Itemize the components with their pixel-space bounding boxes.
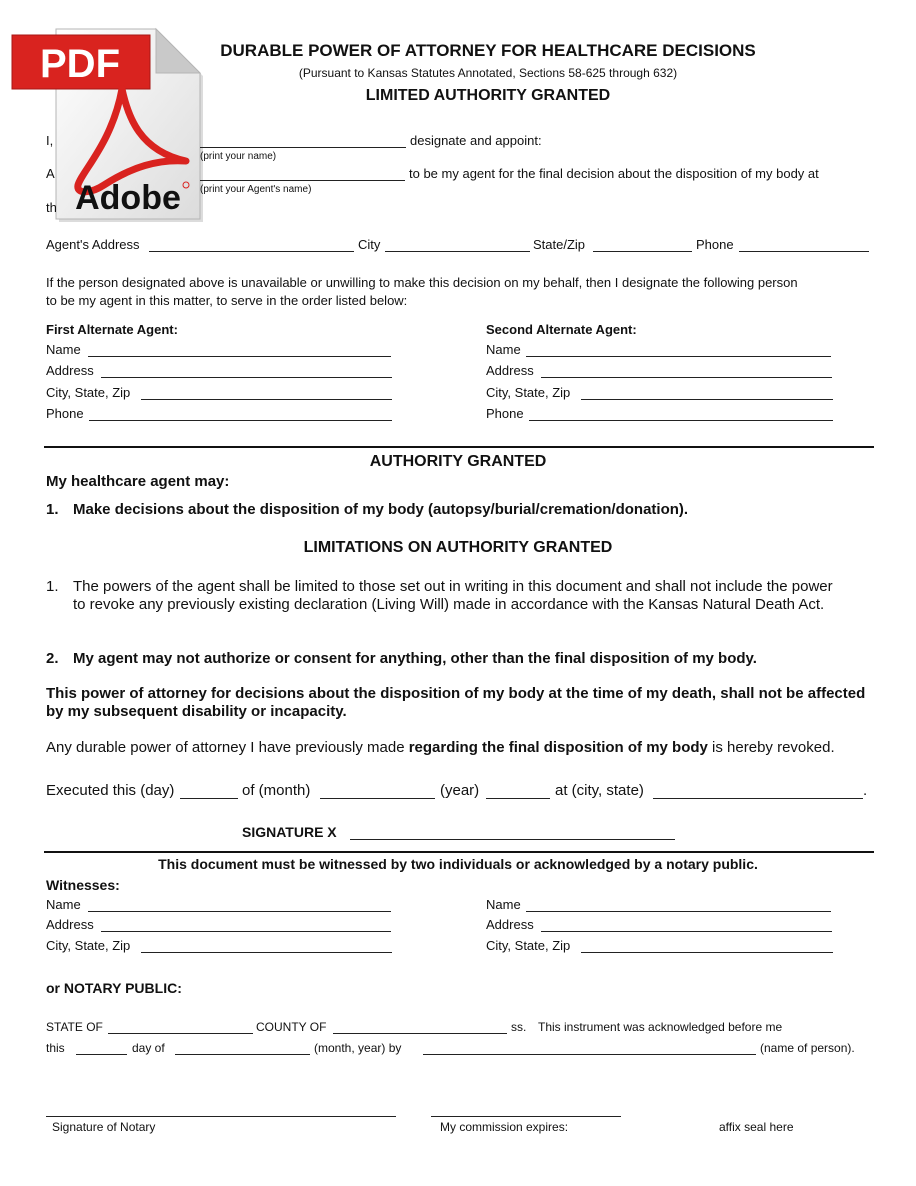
first-alt-address-label: Address bbox=[46, 363, 94, 378]
first-alt-city-line[interactable] bbox=[141, 399, 392, 400]
authority-intro: My healthcare agent may: bbox=[46, 473, 230, 490]
executed-month-label: of (month) bbox=[242, 782, 311, 799]
executed-month-line[interactable] bbox=[320, 798, 435, 799]
authority-item1-num: 1. bbox=[46, 501, 59, 518]
document-title: DURABLE POWER OF ATTORNEY FOR HEALTHCARE DECISIONS bbox=[220, 41, 756, 60]
limitations-item2: My agent may not authorize or consent for anything, other than the final disposition of my body. bbox=[73, 650, 757, 667]
signature-line[interactable] bbox=[350, 839, 675, 840]
label-i: I, bbox=[46, 133, 54, 148]
notary-month-year-label: (month, year) by bbox=[314, 1041, 402, 1055]
pdf-badge-text: PDF bbox=[40, 42, 120, 86]
label-agent-address: Agent's Address bbox=[46, 237, 140, 252]
witness2-city-label: City, State, Zip bbox=[486, 938, 571, 953]
notary-county-line[interactable] bbox=[333, 1033, 507, 1034]
print-agent-hint: (print your Agent's name) bbox=[200, 184, 312, 195]
notary-day-of-label: day of bbox=[132, 1041, 165, 1055]
affix-seal-label: affix seal here bbox=[719, 1120, 794, 1134]
notary-ss: ss. bbox=[511, 1020, 527, 1034]
label-state-zip: State/Zip bbox=[533, 237, 586, 252]
agent-city-line[interactable] bbox=[385, 251, 530, 252]
notary-day-line[interactable] bbox=[76, 1054, 127, 1055]
document-subtitle: (Pursuant to Kansas Statutes Annotated, Sections 58-625 through 632) bbox=[298, 66, 678, 80]
second-alternate-title: Second Alternate Agent: bbox=[486, 322, 637, 337]
agent-name-line[interactable] bbox=[200, 180, 405, 181]
limitations-heading: LIMITATIONS ON AUTHORITY GRANTED bbox=[303, 539, 613, 556]
first-alt-city-label: City, State, Zip bbox=[46, 385, 131, 400]
commission-expires-line[interactable] bbox=[431, 1116, 621, 1117]
disability-statement: This power of attorney for decisions about the disposition of my body at the time of my death, shall not be affected by my subsequent disability or incapacity. bbox=[46, 685, 866, 720]
limitations-item1-num: 1. bbox=[46, 578, 59, 595]
alternate-intro-line2: to be my agent in this matter, to serve in the order listed below: bbox=[46, 293, 408, 308]
notary-ack-text: This instrument was acknowledged before me bbox=[538, 1020, 783, 1034]
second-alt-name-line[interactable] bbox=[526, 356, 831, 357]
label-line3-prefix: th bbox=[46, 200, 57, 215]
agent-phone-line[interactable] bbox=[739, 251, 869, 252]
label-agent-prefix: A bbox=[46, 166, 55, 181]
notary-person-line[interactable] bbox=[423, 1054, 756, 1055]
section-divider-top bbox=[44, 446, 874, 448]
label-phone: Phone bbox=[696, 237, 734, 252]
your-name-line[interactable] bbox=[200, 147, 406, 148]
second-alt-phone-line[interactable] bbox=[529, 420, 833, 421]
label-designate: designate and appoint: bbox=[410, 133, 542, 148]
witness2-city-line[interactable] bbox=[581, 952, 833, 953]
witness-notice: This document must be witnessed by two individuals or acknowledged by a notary public. bbox=[158, 856, 758, 872]
second-alt-name-label: Name bbox=[486, 342, 521, 357]
executed-year-label: (year) bbox=[440, 782, 480, 799]
executed-year-line[interactable] bbox=[486, 798, 550, 799]
witness2-name-line[interactable] bbox=[526, 911, 831, 912]
section-divider-bottom bbox=[44, 851, 874, 853]
witness1-name-line[interactable] bbox=[88, 911, 391, 912]
executed-city-line[interactable] bbox=[653, 798, 863, 799]
second-alt-city-line[interactable] bbox=[581, 399, 833, 400]
revoke-pre: Any durable power of attorney I have previously made bbox=[46, 739, 409, 756]
alternate-intro-line1: If the person designated above is unavailable or unwilling to make this decision on my behalf, then I designate the following person bbox=[46, 275, 798, 290]
notary-state-label: STATE OF bbox=[46, 1020, 103, 1034]
notary-this-label: this bbox=[46, 1041, 65, 1055]
notary-signature-line[interactable] bbox=[46, 1116, 396, 1117]
agent-state-line[interactable] bbox=[593, 251, 692, 252]
executed-at-label: at (city, state) bbox=[555, 782, 644, 799]
authority-item1: Make decisions about the disposition of my body (autopsy/burial/cremation/donation). bbox=[73, 501, 689, 518]
first-alt-phone-line[interactable] bbox=[89, 420, 392, 421]
agent-address-line[interactable] bbox=[149, 251, 354, 252]
first-alternate-title: First Alternate Agent: bbox=[46, 322, 178, 337]
first-alt-phone-label: Phone bbox=[46, 406, 84, 421]
adobe-brand-text: Adobe bbox=[75, 179, 181, 217]
witnesses-title: Witnesses: bbox=[46, 877, 120, 893]
witness1-name-label: Name bbox=[46, 897, 81, 912]
revoke-bold: regarding the final disposition of my body bbox=[408, 739, 708, 756]
first-alt-address-line[interactable] bbox=[101, 377, 392, 378]
revoke-statement bbox=[46, 739, 835, 756]
executed-day-line[interactable] bbox=[180, 798, 238, 799]
limitations-item2-num: 2. bbox=[46, 650, 59, 667]
label-city: City bbox=[358, 237, 381, 252]
witness1-address-line[interactable] bbox=[101, 931, 391, 932]
second-alt-address-line[interactable] bbox=[541, 377, 832, 378]
revoke-post: is hereby revoked. bbox=[707, 739, 835, 756]
limitations-item1: The powers of the agent shall be limited to those set out in writing in this document and shall not include the power to revoke any previously existing declaration (Living Will) made in accordance with the Kansas Natural Death Act. bbox=[73, 578, 833, 613]
notary-county-label: COUNTY OF bbox=[256, 1020, 327, 1034]
witness2-name-label: Name bbox=[486, 897, 521, 912]
witness2-address-line[interactable] bbox=[541, 931, 832, 932]
authority-heading: AUTHORITY GRANTED bbox=[369, 453, 547, 470]
section-title-limited: LIMITED AUTHORITY GRANTED bbox=[365, 87, 611, 104]
notary-name-of-label: (name of person). bbox=[760, 1041, 855, 1055]
executed-day-label: Executed this (day) bbox=[46, 782, 175, 799]
commission-expires-label: My commission expires: bbox=[440, 1120, 569, 1134]
witness1-address-label: Address bbox=[46, 917, 94, 932]
witness1-city-label: City, State, Zip bbox=[46, 938, 131, 953]
first-alt-name-line[interactable] bbox=[88, 356, 391, 357]
print-name-hint: (print your name) bbox=[200, 151, 277, 162]
second-alt-phone-label: Phone bbox=[486, 406, 524, 421]
notary-month-line[interactable] bbox=[175, 1054, 310, 1055]
executed-end: . bbox=[863, 782, 868, 799]
notary-title: or NOTARY PUBLIC: bbox=[46, 980, 182, 996]
notary-state-line[interactable] bbox=[108, 1033, 253, 1034]
signature-label: SIGNATURE X bbox=[242, 824, 337, 840]
first-alt-name-label: Name bbox=[46, 342, 81, 357]
agent-text: to be my agent for the final decision about the disposition of my body at bbox=[409, 166, 819, 181]
second-alt-city-label: City, State, Zip bbox=[486, 385, 571, 400]
notary-signature-label: Signature of Notary bbox=[52, 1120, 156, 1134]
witness2-address-label: Address bbox=[486, 917, 534, 932]
second-alt-address-label: Address bbox=[486, 363, 534, 378]
witness1-city-line[interactable] bbox=[141, 952, 392, 953]
